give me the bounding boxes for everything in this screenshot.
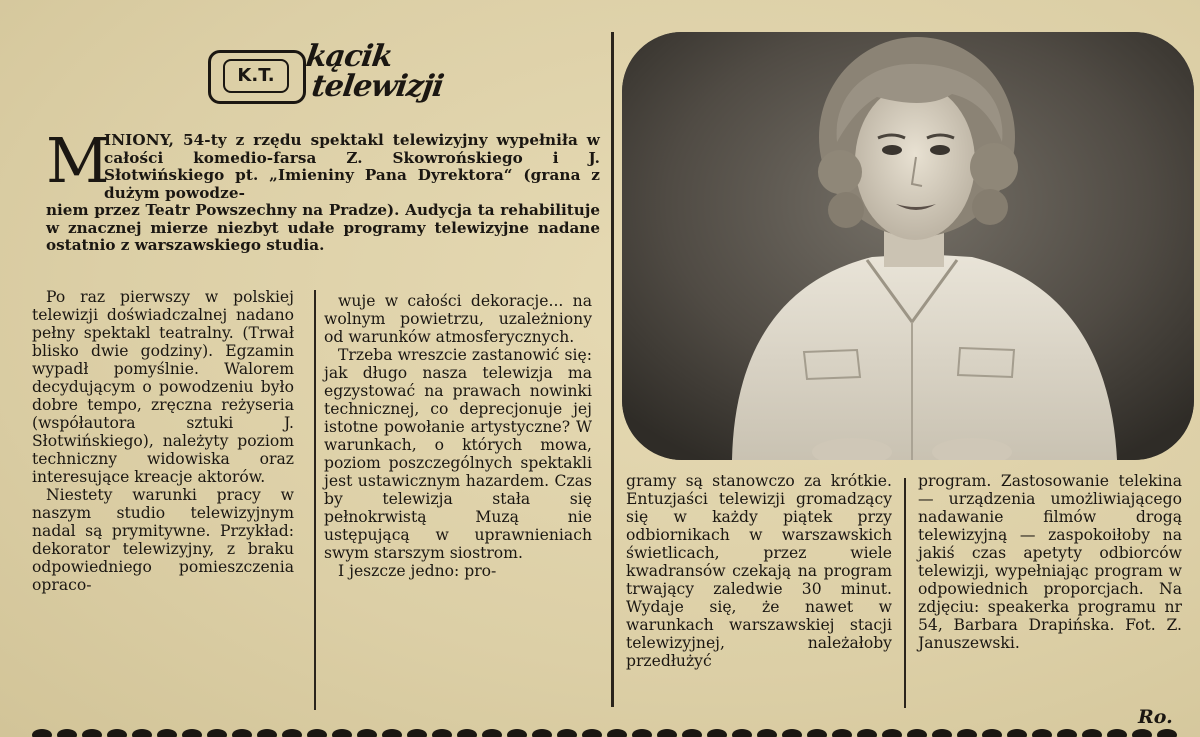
paragraph: wuje w całości dekoracje... na wolnym powietrzu, uzależniony od warunków atmosferycznych. [324,292,592,346]
column-rule [314,290,316,710]
author-signature: Ro. [1138,706,1173,728]
border-oval [32,729,52,737]
paragraph: Po raz pierwszy w polskiej telewizji doświadczalnej nadano pełny spektakl teatralny. (Trwał blisko dwie godziny). Egzamin wypadł pomyślnie. Walorem decydującym o powodzeniu było dobre tempo, zręczna reżyseria (współautora sztuki J. Słotwińskiego), należyty poziom techniczny widowiska oraz interesujące kreacje aktorów. [32,288,294,486]
speaker-photo [622,32,1194,460]
border-oval [657,729,677,737]
border-oval [57,729,77,737]
logo-script-line1: kącik [303,39,395,74]
column-rule [904,478,906,708]
column-rule [611,32,614,707]
paragraph: gramy są stanowczo za krótkie. Entuzjaści telewizji gromadzący się w każdy piątek przy odbiornikach w warszawskich świetlicach, przez wiele kwadransów czekają na program trwający zaledwie 30 minut. Wydaje się, że nawet w warunkach warszawskiej stacji telewizyjnej, należałoby przedłużyć [626,472,892,670]
border-oval [782,729,802,737]
tv-set-icon [208,50,306,104]
decorative-border [30,727,1200,737]
border-oval [832,729,852,737]
logo-box-text: K.T. [223,59,289,93]
border-oval [557,729,577,737]
border-oval [1032,729,1052,737]
border-oval [582,729,602,737]
border-oval [532,729,552,737]
border-oval [982,729,1002,737]
border-oval [1107,729,1127,737]
paragraph: Trzeba wreszcie zastanowić się: jak długo nasza telewizja ma egzystować na prawach nowinki technicznej, co deprecjonuje jej istotne powołanie artystyczne? W warunkach, o których mowa, poziom poszczególnych spektakli jest ustawicznym hazardem. Czas by telewizja stała się pełnokrwistą Muzą nie ustępującą w uprawnieniach swym starszym siostrom. [324,346,592,562]
border-oval [107,729,127,737]
border-oval [682,729,702,737]
border-oval [632,729,652,737]
paragraph: Niestety warunki pracy w naszym studio telewizyjnym nadal są prymitywne. Przykład: dekorator telewizyjny, z braku odpowiedniego pomieszczenia opraco- [32,486,294,594]
border-oval [957,729,977,737]
border-oval [407,729,427,737]
border-oval [232,729,252,737]
text-column-2 [324,292,592,580]
border-oval [282,729,302,737]
text-column-4 [918,472,1182,652]
border-oval [182,729,202,737]
border-oval [907,729,927,737]
border-oval [457,729,477,737]
paragraph: I jeszcze jedno: pro- [338,562,497,580]
border-oval [857,729,877,737]
border-oval [882,729,902,737]
border-oval [82,729,102,737]
border-oval [482,729,502,737]
border-oval [207,729,227,737]
paragraph: program. Zastosowanie telekina — urządzenia umożliwiającego nadawanie filmów drogą telewizyjną — zaspokoiłoby na jakiś czas apetyty odbiorców telewizji, wypełniając program w odpowiednich proporcjach. Na zdjęciu: speakerka programu nr 54, Barbara Drapińska. Fot. Z. Januszewski. [918,472,1182,652]
column-logo [208,40,468,120]
border-oval [757,729,777,737]
border-oval [1157,729,1177,737]
lead-paragraph: INIONY, 54-ty z rzędu spektakl telewizyjny wypełniła w całości komedio-farsa Z. Skowrońskiego i J. Słotwińskiego pt. „Imieniny Pana Dyrektora“ (grana z dużym powodze- [104,131,600,202]
border-oval [507,729,527,737]
woman-portrait-illustration [622,32,1194,460]
text-column-1 [32,288,294,594]
border-oval [382,729,402,737]
border-oval [307,729,327,737]
lead-paragraph-continued: niem przez Teatr Powszechny na Pradze). Audycja ta rehabilituje w znacznej mierze niezbyt udałe programy telewizyjne nadane ostatnio z warszawskiego studia. [46,201,600,255]
border-oval [607,729,627,737]
border-oval [732,729,752,737]
border-oval [1007,729,1027,737]
border-oval [357,729,377,737]
border-oval [432,729,452,737]
border-oval [132,729,152,737]
border-oval [707,729,727,737]
border-oval [257,729,277,737]
border-oval [932,729,952,737]
text-column-3 [626,472,892,670]
logo-script-title [300,39,468,104]
border-oval [1132,729,1152,737]
logo-script-line2: telewizji [309,69,446,104]
border-oval [332,729,352,737]
border-oval [807,729,827,737]
border-oval [1082,729,1102,737]
border-oval [1057,729,1077,737]
drop-cap: M [46,124,110,197]
border-oval [157,729,177,737]
